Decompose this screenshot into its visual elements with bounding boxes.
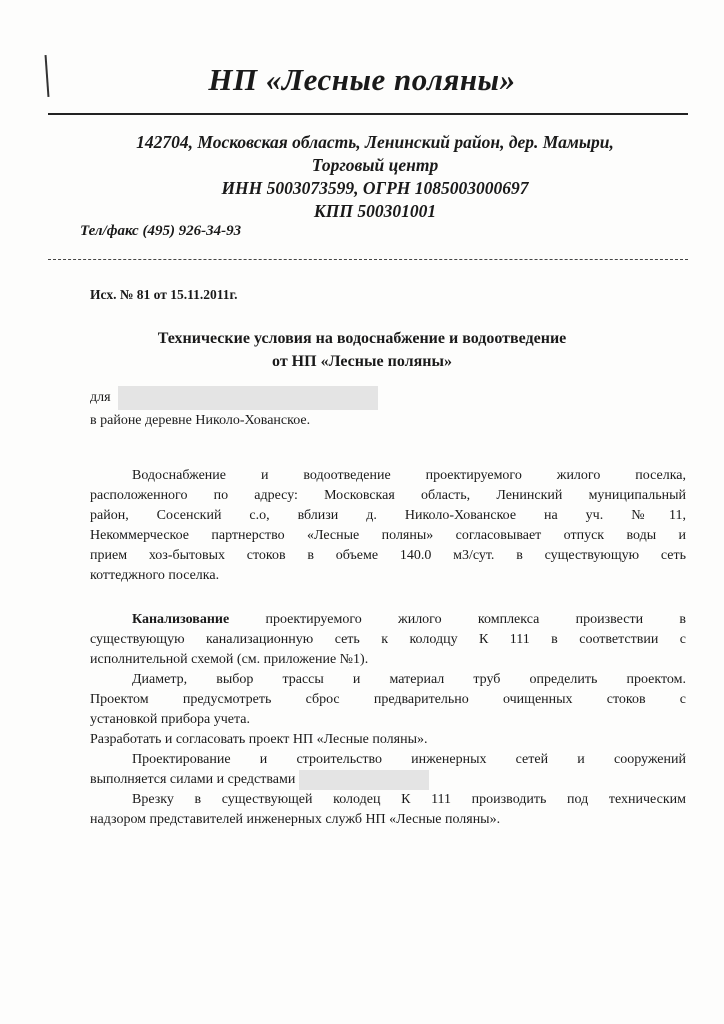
text-line: надзором представителей инженерных служб НП «Лесные поляны». [90, 812, 501, 827]
text-line: Водоснабжение и водоотведение проектируемого жилого поселка, [132, 468, 686, 483]
text-line [90, 610, 686, 630]
text-line: Некоммерческое партнерство «Лесные поляны» согласовывает отпуск воды и [90, 528, 686, 543]
text-line: прием хоз-бытовых стоков в объеме 140.0 м3/сут. в существующую сеть [90, 548, 686, 563]
header-rule [48, 113, 688, 115]
text-line: Врезку в существующей колодец К 111 производить под техническим [132, 792, 686, 807]
address-line-1: 142704, Московская область, Ленинский район, дер. Мамыри, [136, 132, 614, 152]
organization-title: НП «Лесные поляны» [208, 62, 516, 97]
phone-fax: Тел/факс (495) 926-34-93 [80, 223, 242, 239]
text-line: исполнительной схемой (см. приложение №1). [90, 652, 369, 667]
text-line: коттеджного поселка. [90, 568, 220, 583]
text-line: Проектом предусмотреть сброс предварительно очищенных стоков с [90, 692, 686, 707]
paragraph-pipes [90, 670, 686, 730]
redacted-party [299, 770, 429, 790]
tax-ids-line: ИНН 5003073599, ОГРН 1085003000697 [221, 178, 529, 198]
header-bottom-rule [48, 259, 688, 260]
text-line: Диаметр, выбор трассы и материал труб определить проектом. [132, 672, 686, 687]
paragraph-construction [90, 750, 686, 790]
text-line: расположенного по адресу: Московская область, Ленинский муниципальный [90, 488, 686, 503]
paragraph-tie-in [90, 790, 686, 830]
paragraph-water-supply [90, 466, 686, 586]
sewerage-term: Канализование [132, 612, 230, 627]
title-line-1: Технические условия на водоснабжение и водоотведение [157, 330, 567, 347]
address-block [70, 131, 680, 223]
text-fragment: выполняется силами и средствами [90, 772, 296, 787]
text-line: Разработать и согласовать проект НП «Лесные поляны». [90, 732, 428, 747]
address-line-2: Торговый центр [311, 155, 439, 175]
paragraph-project [90, 730, 686, 750]
text-line: установкой прибора учета. [90, 712, 250, 727]
text-line [90, 770, 686, 790]
document-title [0, 327, 724, 373]
text-line: район, Сосенский с.о, вблизи д. Николо-Хованское на уч. №11, [90, 508, 686, 523]
redacted-recipient [118, 386, 378, 410]
outgoing-number: Исх. № 81 от 15.11.2011г. [90, 287, 238, 302]
recipient-region: в районе деревне Николо-Хованское. [90, 413, 311, 428]
title-line-2: от НП «Лесные поляны» [272, 353, 452, 370]
recipient-label: для [90, 390, 111, 405]
text-line: существующую канализационную сеть к колодцу К 111 в соответствии с [90, 632, 686, 647]
kpp-line: КПП 500301001 [313, 201, 437, 221]
text-line: Проектирование и строительство инженерных сетей и сооружений [132, 752, 686, 767]
paragraph-sewerage [90, 610, 686, 670]
text-fragment: проектируемого жилого комплекса произвести в [229, 612, 686, 627]
